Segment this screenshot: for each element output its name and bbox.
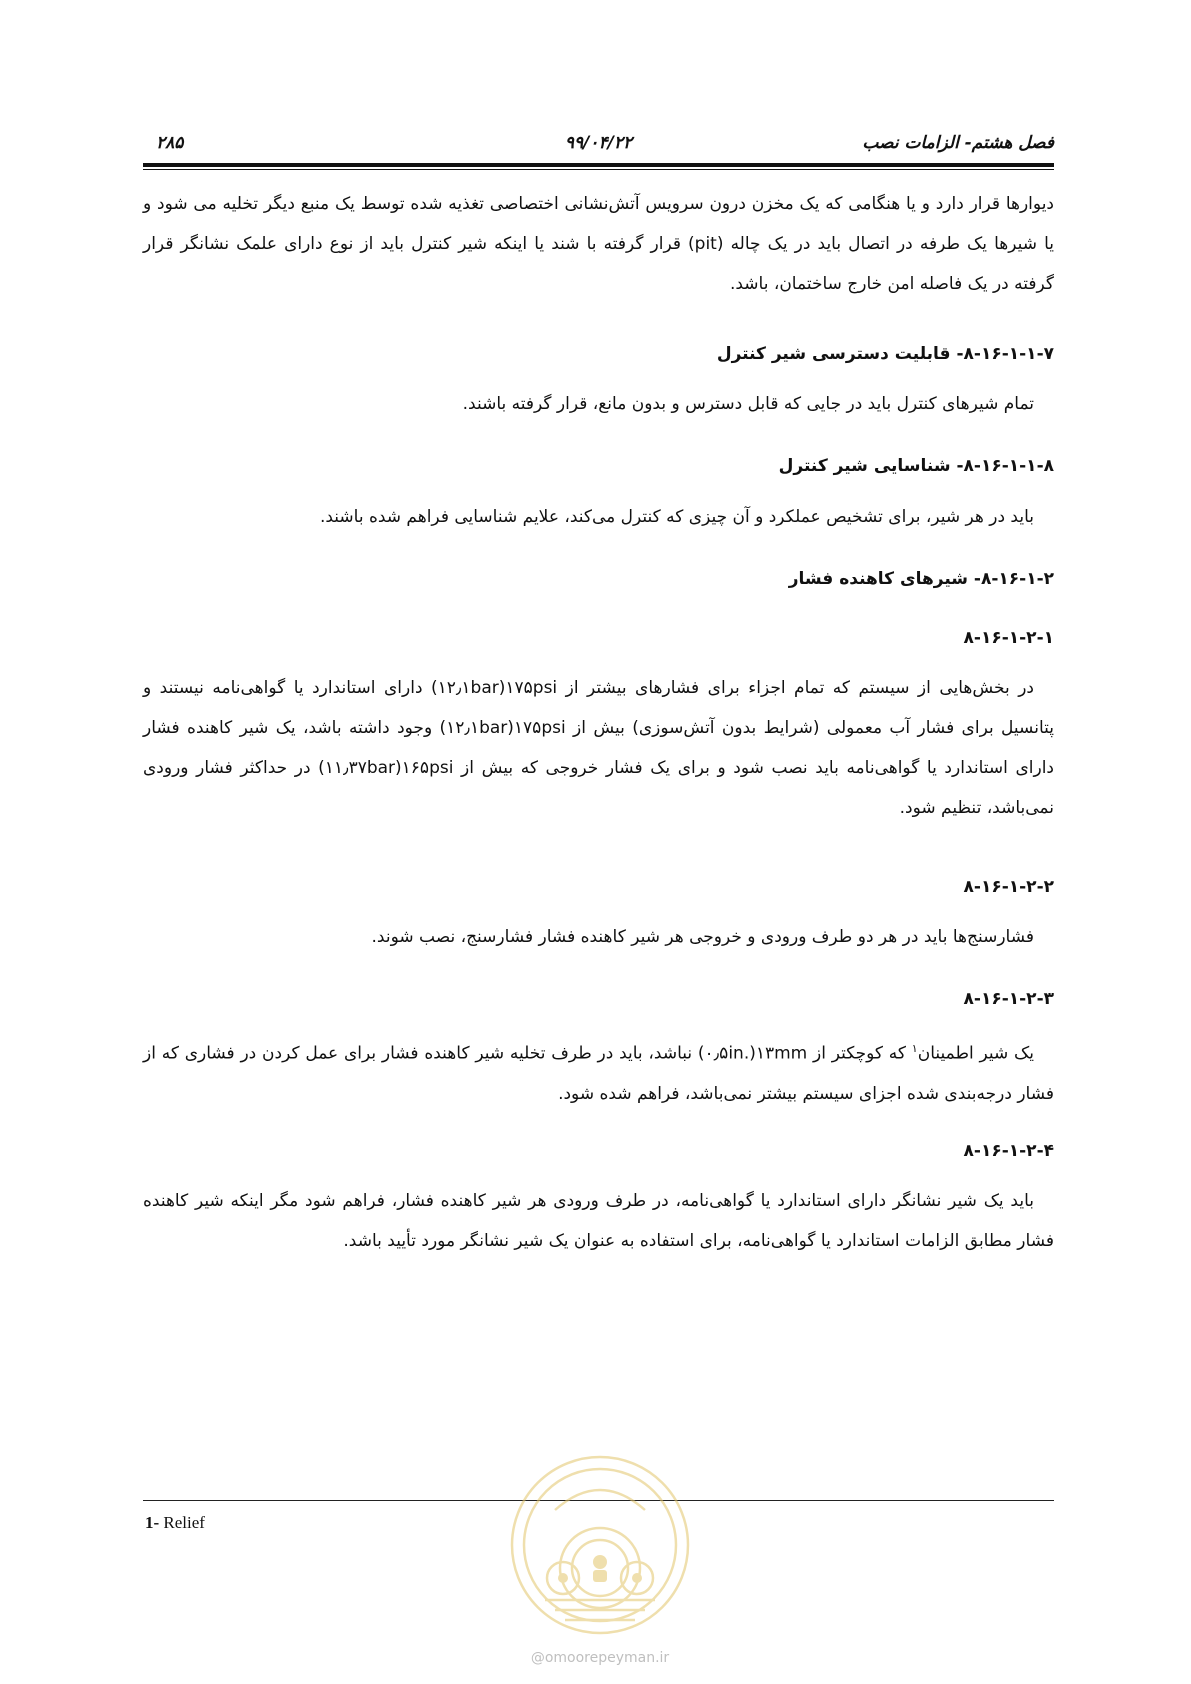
section-heading-2: ۸-۱۶-۱-۲- شیرهای کاهنده فشار	[788, 569, 1054, 589]
section-heading-2-4: ۸-۱۶-۱-۲-۴	[963, 1141, 1054, 1161]
header-date: ۹۹/۰۴/۲۲	[564, 133, 633, 153]
paragraph-2-1: در بخش‌هایی از سیستم که تمام اجزاء برای فشارهای بیشتر از ۱۷۵psi(۱۲٫۱bar) دارای استاندارد یا گواهی‌نامه نیستند و پتانسیل برای فشار آب معمولی (شرایط بدون آتش‌سوزی) بیش از ۱۷۵psi(۱۲٫۱bar) وجود داشته باشد، یک شیر کاهنده فشار دارای استاندارد یا گواهی‌نامه باید نصب شود و برای یک فشار خروجی که بیش از ۱۶۵psi(۱۱٫۳۷bar) در حداکثر فشار ورودی نمی‌باشد، تنظیم شود.	[143, 678, 1054, 818]
section-heading-2-1: ۸-۱۶-۱-۲-۱	[963, 628, 1054, 648]
watermark-logo	[505, 1450, 695, 1640]
paragraph-8: باید در هر شیر، برای تشخیص عملکرد و آن چیزی که کنترل می‌کند، علایم شناسایی فراهم شده باشند.	[319, 507, 1034, 527]
paragraph-2-3-rest: که کوچکتر از ۱۳mm(.۰٫۵in) نباشد، باید در طرف تخلیه شیر کاهنده فشار برای عمل کردن در فشاری که از فشار درجه‌بندی شده اجزای سیستم بیشتر نمی‌باشد، فراهم شده شود.	[143, 1043, 1054, 1104]
section-heading-8: ۸-۱۶-۱-۱-۸- شناسایی شیر کنترل	[778, 456, 1054, 476]
watermark-url: @omoorepeyman.ir	[530, 1650, 670, 1666]
footnote	[145, 1513, 205, 1533]
header-rule-thick	[143, 163, 1054, 167]
footnote-number: 1-	[145, 1513, 160, 1532]
page-header	[143, 128, 1054, 158]
footnote-text: Relief	[159, 1513, 205, 1532]
section-heading-2-3: ۸-۱۶-۱-۲-۳	[963, 989, 1054, 1009]
header-rule-thin	[143, 169, 1054, 170]
paragraph-2-3	[143, 1029, 1054, 1114]
paragraph-2-2: فشارسنج‌ها باید در هر دو طرف ورودی و خروجی هر شیر کاهنده فشار فشارسنج، نصب شوند.	[371, 927, 1034, 947]
paragraph-2-4: باید یک شیر نشانگر دارای استاندارد یا گواهی‌نامه، در طرف ورودی هر شیر کاهنده فشار، فراهم شود مگر اینکه شیر کاهنده فشار مطابق الزامات استاندارد یا گواهی‌نامه، برای استفاده به عنوان یک شیر نشانگر مورد تأیید باشد.	[143, 1191, 1054, 1251]
section-heading-2-2: ۸-۱۶-۱-۲-۲	[963, 877, 1054, 897]
chapter-title: فصل هشتم- الزامات نصب	[862, 133, 1054, 153]
intro-paragraph: دیوارها قرار دارد و یا هنگامی که یک مخزن درون سرویس آتش‌نشانی اختصاصی تغذیه شده توسط یک منبع دیگر تخلیه می شود و یا شیرها یک طرفه در اتصال باید در یک چاله (pit) قرار گرفته با شند یا اینکه شیر کنترل باید از نوع دارای علمک نشانگر قرار گرفته در یک فاصله امن خارج ساختمان، باشد.	[143, 194, 1054, 294]
footnote-reference: ۱	[911, 1042, 918, 1055]
paragraph-7: تمام شیرهای کنترل باید در جایی که قابل دسترس و بدون مانع، قرار گرفته باشند.	[462, 394, 1034, 414]
paragraph-2-3-start: یک شیر اطمینان	[917, 1043, 1034, 1064]
section-heading-7: ۸-۱۶-۱-۱-۷- قابلیت دسترسی شیر کنترل	[716, 344, 1054, 364]
page-number: ۲۸۵	[156, 133, 184, 153]
